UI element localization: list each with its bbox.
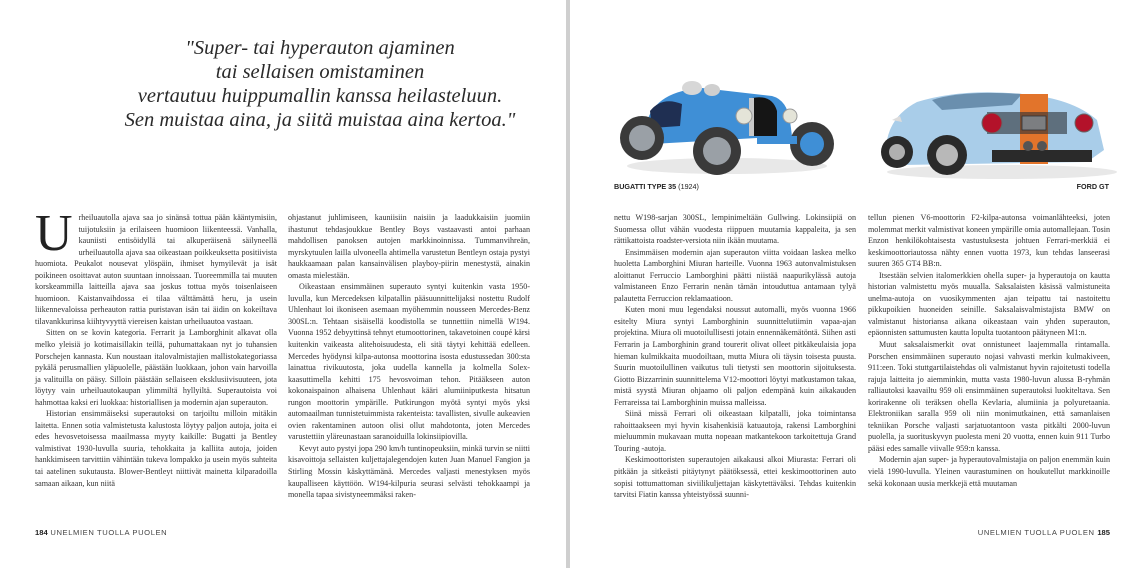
paragraph: Keskimoottoristen superautojen aikakausi alkoi Miurasta: Ferrari oli pitkään ja sitkeästi pitäytynyt päätöksessä, ettei keskimoottorinen auto sopisi tottumattoman siviilikuljettajan käskytettäväksi. Tehdas kuitenkin tarvitsi Fiatin kanssa yhteistyössä suunni- — [614, 455, 856, 500]
paragraph: Sitten on se kovin kategoria. Ferrarit ja Lamborghinit alkavat olla melko yleisiä jo kotimaisillakin teillä, puhumattakaan nyt jo tuhansien Porschejen kannasta. Kun noustaan italovalmistajien mallistokategoriassa pykälä perusmallien yläpuolelle, päästään luokkaan, johon vain harvoilla ja valituilla on pääsy. Silloin päästään sellaiseen eksklusiivisuuteen, jota löytyy vain urheiluautokaupan ylimmiltä hyllyiltä. Superautoista voi hahmottaa kaksi eri luokkaa: historiallisen ja modernin ajan superauton. — [35, 328, 277, 407]
paragraph: ohjastanut juhlimiseen, kauniisiin naisiin ja laadukkaisiin juomiin ihastunut tehdasjoukkue Bentley Boys vastaavasti antoi parhaan mahdollisen panoksen autojen markkinoinnissa. Tummanvihreän, myrskytuulen lailla ulvoneella ahtimella varustetun Bentleyn ostaja pystyi haukkaamaan palan kansainvälisen playboy-piirin menestystä, ainakin omasta mielestään. — [288, 213, 530, 280]
page-number: 185 — [1097, 528, 1110, 537]
right-column-1 — [614, 212, 856, 501]
paragraph: nettu W198-sarjan 300SL, lempinimeltään Gullwing. Lokinsiipiä on Suomessa ollut vähän vuodesta riippuen muutamia kappaleita, ja sen rättikattoista roadster-versiota niin ikään muutama. — [614, 213, 856, 246]
quote-line: "Super- tai hyperauton ajaminen — [185, 37, 455, 59]
paragraph — [35, 205, 277, 327]
paragraph: Itsestään selvien italomerkkien ohella super- ja hyperautoja on kautta historian valmistettu myös muualla. Saksalaisten käsissä valmistuneita unelma-autoja on vuosikymmenten ajan teipattu tai nastoitettu pikkupoikien huoneiden seinille. Saksalaisvalmistajista BMW on valmistanut historiansa aikana oikeastaan vain yhden superauton, epäonnisten sattumusten kautta lopulta tuotantoon päätyneen M1:n. — [868, 270, 1110, 338]
bugatti-type-35-photo — [612, 66, 837, 176]
ford-gt-caption — [1077, 182, 1109, 191]
caption-title: BUGATTI TYPE 35 — [614, 182, 677, 191]
paragraph: tellun pienen V6-moottorin F2-kilpa-autonsa voimanlähteeksi, joten molemmat merkit valmistivat koneen ympärille omia automallejaan. Tosin Enzon henkilökohtaisesta vastustuksesta johtuen Ferrari-merkkiä ei keskimoottoriautossa nähty ennen vuotta 1973, kun tehdas lanseerasi suuren 365 GT4 BB:n. — [868, 213, 1110, 269]
bugatti-caption — [614, 182, 699, 191]
paragraph: Kevyt auto pystyi jopa 290 km/h tuntinopeuksiin, minkä turvin se niitti kisavoittoja sellaisten kuljettajalegendojen kuten Juan Manuel Fangion ja Stirling Mossin käskyttämänä. Mercedes valjasti menestyksen myös kaupalliseen käyttöön. W194-kilpuria seurasi selvästi tehokkaampi ja monella tapaa sivistyneemmäksi raken- — [288, 443, 530, 500]
page-gutter — [566, 0, 570, 568]
paragraph: Oikeastaan ensimmäinen superauto syntyi kuitenkin vasta 1950-luvulla, kun Mercedeksen kilpatallin pääsuunnittelijaksi nostettu Rudolf Uhlenhaut loi ikoniseen asemaan myöhemmin nousseen Mercedes-Benz 300SL:n. Tehtaan sisäisellä koodistolla se tunnettiin nimellä W194. Vuonna 1952 debyyttinsä tehnyt etumoottorinen, takavetoinen coupé kärsi kuitenkin vaikeasta alitehoisuudesta, eli sitä täytyi kehittää edelleen. Mercedes hyödynsi kilpa-autonsa moottorina isosta edustussedan 300:sta lainattua rivikuutosta, joka uudella kannella ja kolmella Solex-kaasuttimella kehitti 175 hevosvoiman tehon. Pitääkseen auton kokonaispainon alhaisena Uhlenhaut kääri alumiiniputkesta hitsatun rungon moottorin ympärille. Putkirungon myötä syntyi myös yksi automaailman tunnistetuimmista rakenteista: tavallisten, sivulle aukeavien ovien rakentaminen autoon olisi ollut mahdotonta, joten Mercedes varustettiin yläreunastaan saranoiduilla lokinsiipiovilla. — [288, 282, 530, 442]
left-column-2 — [288, 212, 530, 501]
paragraph: Siinä missä Ferrari oli oikeastaan kilpatalli, joka toimintansa rahoittaakseen myi hyvin kisahenkisiä katuautoja, rakensi Lamborghini mieluummin mukavaan mutta nopeaan matkantekoon tarkoitettuja Grand Touring -autoja. — [614, 409, 856, 453]
caption-title: FORD GT — [1076, 182, 1109, 191]
drop-cap: U — [35, 205, 73, 262]
paragraph: Ensimmäisen modernin ajan superauton viitta voidaan laskea melko huoletta Lamborghini Miuran harteille. Vuonna 1963 autonvalmistuksen aloittanut Ferruccio Lamborghini päätti niistää naapurikylässä autoja valmistaneen Enzo Ferrarin nenän tämän intouduttua antamaan tylyä palautetta Ferruccion reklamaatioon. — [614, 247, 856, 303]
ford-gt-photo — [872, 80, 1120, 180]
folio-left — [35, 528, 167, 537]
paragraph: Historian ensimmäiseksi superautoksi on tarjoiltu milloin mitäkin laitetta. Ennen sotia valmistetusta kalustosta löytyy paljon autoja, joita ei edes hevosvetoisessa maailmassa myyty kaikille: Bugatti ja Bentley valmistivat 1930-luvulla suuria, tehokkaita ja kalliita autoja, joiden hankkimiseen tarvittiin vähintään tukeva lompakko ja usein myös suhteita tai aatelinen sukutausta. Blower-Bentleyt niittivät mainetta kilparadoilla samaan aikaan, kun niitä — [35, 409, 277, 488]
running-title: UNELMIEN TUOLLA PUOLEN — [977, 528, 1095, 537]
page-number: 184 — [35, 528, 48, 537]
running-title: UNELMIEN TUOLLA PUOLEN — [50, 528, 168, 537]
folio-right — [978, 528, 1110, 537]
left-column-1 — [35, 205, 277, 489]
paragraph-text: rheiluautolla ajava saa jo sinänsä tottua pään kääntymisiin, tuijotuksiin ja erilaiseen huomioon liikenteessä. Vanhalla, kauniisti entisöidyllä tai alkuperäisenä säilyneellä urheiluautolla ajava saa oikeastaan poikkeuksetta positiivista huomiota. Peukalot nousevat ylöspäin, ihmiset hymyilevät ja isät poikineen osoittavat auton suuntaan innoissaan. Tuoreemmilla tai muuten korskeammilla laitteilla ajava saa joskus tottua myös toisenlaiseen huomioon. Kaistanvaihdossa ei tilaa välttämättä heru, ja usein liikennevaloissa perheauton rattia puristavan isän tai äidin on kokeiltava tilavankkurinsa kiihtyvyyttä viereisen kaistan urheiluautoa vastaan. — [35, 213, 277, 326]
right-column-2 — [868, 212, 1110, 489]
quote-line: Sen muistaa aina, ja siitä muistaa aina kertoa." — [124, 109, 516, 131]
paragraph: Muut saksalaismerkit ovat onnistuneet laajemmalla rintamalla. Porschen ensimmäinen superauto nojasi vahvasti merkin kulmakiveen, 911:een. Toki stuttgartilaistehdas oli valmistanut hyvin rajoitetusti todella rajuja laitteita jo aiemminkin, mutta vasta 1980-luvun alussa B-ryhmän ralliautoksi kaavailtu 959 oli ensimmäinen superautoksi luokiteltava. Sen korirakenne oli teräksen ohella Kevlaria, alumiinia ja polyuretaania. Elektroniikan saralla 959 oli niin monimutkainen, että samanlaisen tekniikan Porsche valjasti sarjatuotantoon vasta pitkälti 2000-luvun puolella, ja suorituskyvyn puolesta meni 20 vuotta, ennen kuin 911 Turbo pääsi edes samalle viivalle 959:n kanssa. — [868, 340, 1110, 453]
quote-line: vertautuu huippumallin kanssa heilasteluun. — [137, 85, 503, 107]
paragraph: Modernin ajan super- ja hyperautovalmistajia on paljon enemmän kuin vielä 1990-luvulla. Yleinen vaurastuminen on houkutellut markkinoille sekä kokonaan uusia merkkejä että muutaman — [868, 455, 1110, 488]
caption-year: (1924) — [678, 182, 699, 191]
pull-quote — [120, 36, 520, 132]
paragraph: Kuten moni muu legendaksi noussut automalli, myös vuonna 1966 esitelty Miura syntyi Lamborghinin suunnittelutiimin vapaa-ajan projektina. Miura oli muotoilullisesti jotain ennennäkemätöntä. Siihen asti Ferrarin ja Lamborghinin grand tourerit olivat olleet pitkäkeulaisia jopa hieman kulmikkaita muodoiltaan, mutta Miura oli täysin toisesta puusta. Suurin muotoilullinen vaikutus tuli tietysti sen moottorin sijoituksesta. Giotto Bizzarrinin suunnittelema V12-moottori löytyi matkustamon takaa, mistä syystä Miuran ohjaamo oli paljon edempänä kuin aikakauden Ferrareissa tai Lamborghinin muissa malleissa. — [614, 305, 856, 407]
quote-line: tai sellaisen omistaminen — [215, 61, 425, 83]
